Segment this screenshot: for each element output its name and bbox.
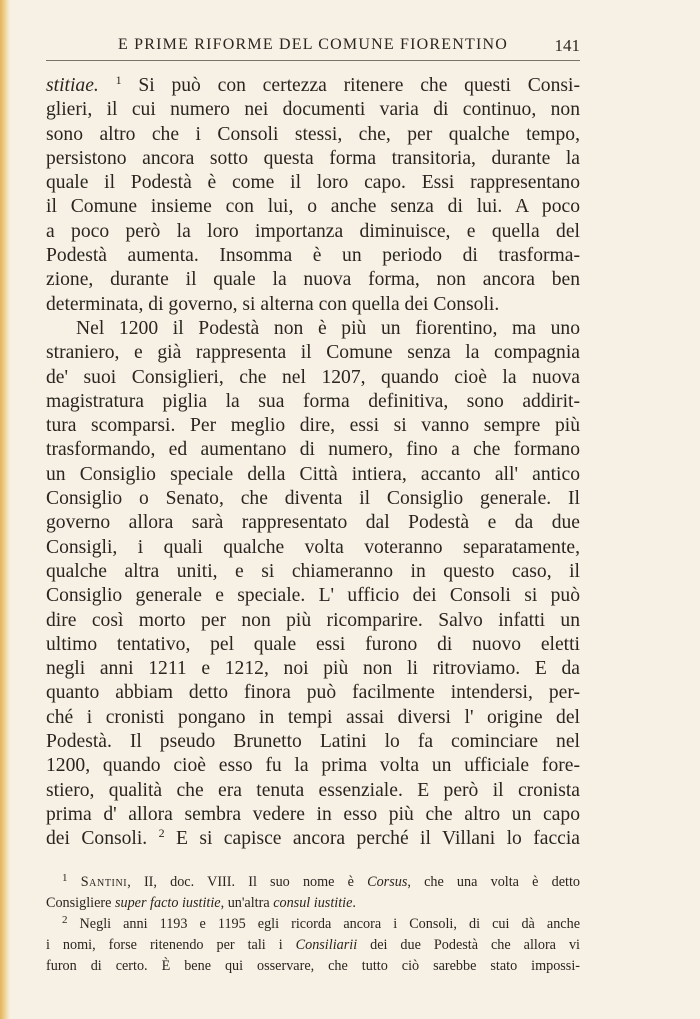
text-run: stiero, qualità che era tenuta essenziale. E però il cronista xyxy=(46,779,580,801)
text-line xyxy=(46,74,580,98)
text-line xyxy=(46,487,580,511)
text-run: quanto abbiam detto finora può facilmente intendersi, per- xyxy=(46,682,580,704)
text-line xyxy=(46,730,580,754)
text-run: Nel 1200 il Podestà non è più un fiorentino, ma uno xyxy=(76,317,580,339)
text-run: , un'altra xyxy=(220,894,274,911)
text-run: Consiglio generale e speciale. L' ufficio dei Consoli si può xyxy=(46,585,580,607)
text-run: , II, doc. VIII. Il suo nome è xyxy=(127,873,368,890)
text-run: tura scomparsi. Per meglio dire, essi si vanno sempre più xyxy=(46,415,580,437)
text-line xyxy=(46,536,580,560)
text-run: sono altro che i Consoli stessi, che, per qualche tempo, xyxy=(46,123,580,145)
text-run: dei Consoli. xyxy=(46,828,159,850)
text-line xyxy=(46,98,580,122)
text-line xyxy=(46,463,580,487)
text-run: quale il Podestà è come il loro capo. Essi rappresentano xyxy=(46,172,580,194)
text-line xyxy=(46,827,580,851)
text-line xyxy=(46,754,580,778)
text-run: un Consiglio speciale della Città intiera, accanto all' antico xyxy=(46,463,580,485)
text-run: Podestà. Il pseudo Brunetto Latini lo fa cominciare nel xyxy=(46,731,580,753)
text-line xyxy=(46,195,580,219)
text-run: Consigli, i quali qualche volta voteranno separatamente, xyxy=(46,536,580,558)
text-run: dei due Podestà che allora vi xyxy=(357,936,580,953)
text-line xyxy=(46,609,580,633)
text-line xyxy=(46,414,580,438)
body-text xyxy=(46,74,580,852)
text-line xyxy=(46,706,580,730)
text-line xyxy=(46,268,580,292)
text-line xyxy=(46,171,580,195)
text-run: a poco però la loro importanza diminuisce, e quella del xyxy=(46,220,580,242)
footnotes xyxy=(46,872,580,977)
text-line xyxy=(46,779,580,803)
text-run: governo allora sarà rappresentato dal Podestà e da due xyxy=(46,512,580,534)
running-head-title: E PRIME RIFORME DEL COMUNE FIORENTINO xyxy=(118,36,509,53)
text-run: 1200, quando cioè esso fu la prima volta un ufficiale fore- xyxy=(46,755,580,777)
text-run: ché i cronisti pongano in tempi assai diversi l' origine del xyxy=(46,706,580,728)
text-run: furon di certo. È bene qui osservare, che tutto ciò sarebbe stato impossi- xyxy=(46,957,580,974)
text-run: E si capisce ancora perché il Villani lo faccia xyxy=(164,828,580,850)
text-run: straniero, e già rappresenta il Comune senza la compagnia xyxy=(46,342,580,364)
text-line xyxy=(46,317,580,341)
text-line xyxy=(46,584,580,608)
footnote-reference: 1 xyxy=(115,73,122,87)
text-run: de' suoi Consiglieri, che nel 1207, quando cioè la nuova xyxy=(46,366,580,388)
footnote-reference: 2 xyxy=(158,826,165,841)
italic-text: stitiae. xyxy=(46,75,99,96)
text-run: , che una volta è detto xyxy=(407,873,580,890)
text-line xyxy=(46,390,580,414)
text-line xyxy=(46,511,580,535)
running-head xyxy=(46,30,580,60)
text-line xyxy=(46,220,580,244)
book-page xyxy=(46,30,580,977)
text-line xyxy=(46,123,580,147)
italic-text: consul iustitie xyxy=(273,894,353,911)
page-edge-shadow xyxy=(0,0,10,1019)
text-run: persistono ancora sotto questa forma transitoria, durante la xyxy=(46,147,580,169)
text-run: determinata, di governo, si alterna con quella dei Consoli. xyxy=(46,293,500,315)
text-run: negli anni 1211 e 1212, noi più non li ritroviamo. E da xyxy=(46,658,580,680)
text-run: Si può con certezza ritenere che questi Consi- xyxy=(121,75,580,96)
footnote-line xyxy=(46,893,580,914)
text-run: Consiglio o Senato, che diventa il Consiglio generale. Il xyxy=(46,488,580,510)
text-line xyxy=(46,147,580,171)
text-run: trasformando, ed aumentano di numero, fino a che formano xyxy=(46,439,580,461)
footnote-line xyxy=(46,956,580,977)
text-line xyxy=(46,244,580,268)
text-line xyxy=(46,657,580,681)
text-run xyxy=(99,75,116,96)
text-run: Consigliere xyxy=(46,894,115,911)
text-run: il Comune insieme con lui, o anche senza di lui. A poco xyxy=(46,196,580,218)
footnote-number: 1 xyxy=(62,871,68,884)
text-run: Negli anni 1193 e 1195 egli ricorda ancora i Consoli, di cui dà anche xyxy=(67,915,580,932)
text-run: magistratura piglia la sua forma definitiva, sono addirit- xyxy=(46,390,580,412)
footnote-line xyxy=(46,914,580,935)
footnote-line xyxy=(46,935,580,956)
page-number: 141 xyxy=(554,36,580,55)
text-run: dire così morto per non più ricomparire. Salvo infatti un xyxy=(46,609,580,631)
text-run xyxy=(68,874,81,890)
text-line xyxy=(46,438,580,462)
text-line xyxy=(46,803,580,827)
text-line xyxy=(46,366,580,390)
author-name: Santini xyxy=(80,873,128,890)
text-line xyxy=(46,681,580,705)
italic-text: super facto iustitie xyxy=(114,894,221,911)
text-run: glieri, il cui numero nei documenti varia di continuo, non xyxy=(46,99,580,121)
italic-text: Corsus xyxy=(367,873,408,890)
text-run: ultimo tentativo, pel quale essi furono di nuovo eletti xyxy=(46,633,580,655)
text-line xyxy=(46,293,580,317)
footnote-line xyxy=(46,872,580,893)
text-run: . xyxy=(352,894,356,911)
text-run: zione, durante il quale la nuova forma, non ancora ben xyxy=(46,269,580,291)
text-line xyxy=(46,560,580,584)
italic-text: Consiliarii xyxy=(295,936,358,953)
text-line xyxy=(46,633,580,657)
header-rule xyxy=(46,60,580,61)
footnote-number: 2 xyxy=(62,913,68,926)
text-run: i nomi, forse ritenendo per tali i xyxy=(46,936,296,953)
text-run: qualche altra uniti, e si chiameranno in questo caso, il xyxy=(46,560,580,582)
text-run: Podestà aumenta. Insomma è un periodo di trasforma- xyxy=(46,245,580,267)
text-line xyxy=(46,341,580,365)
text-run: prima d' allora sembra vedere in esso più che altro un capo xyxy=(46,803,580,825)
